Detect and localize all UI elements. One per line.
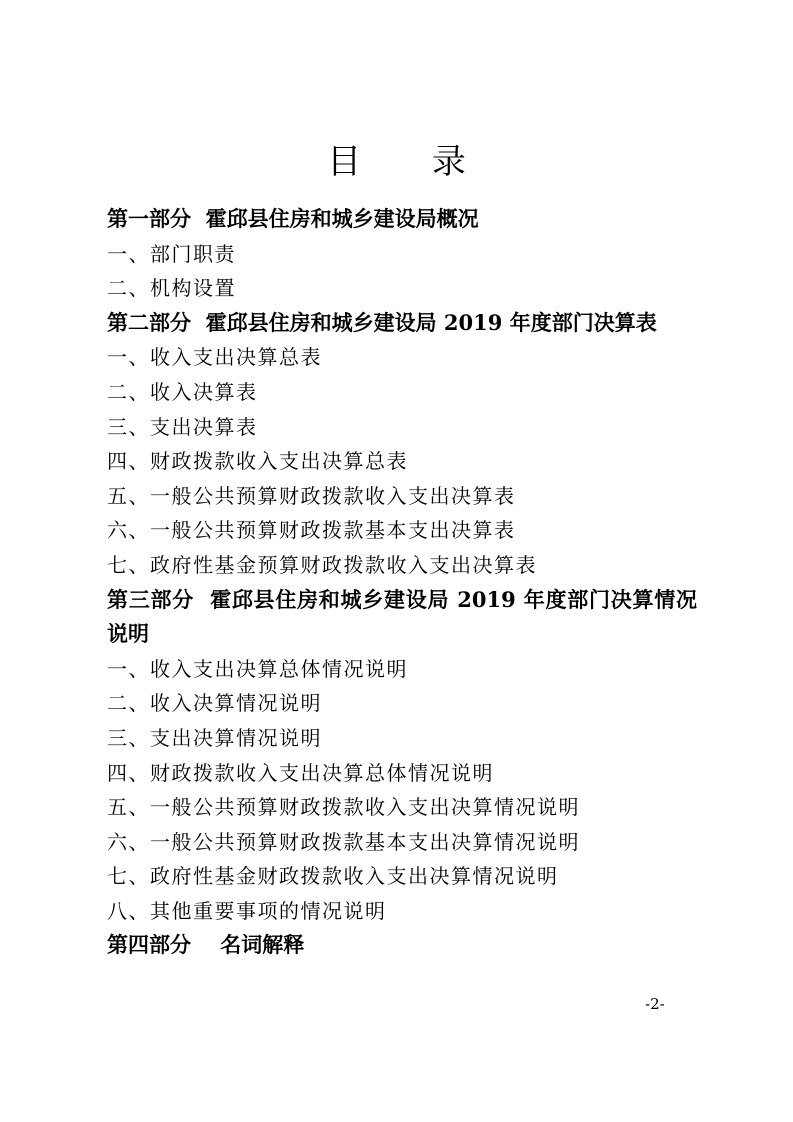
- toc-item[interactable]: 四、财政拨款收入支出决算总体情况说明: [107, 760, 494, 785]
- toc-item[interactable]: 七、政府性基金预算财政拨款收入支出决算表: [107, 552, 537, 577]
- toc-item[interactable]: 六、一般公共预算财政拨款基本支出决算情况说明: [107, 829, 580, 854]
- toc-item[interactable]: 一、部门职责: [107, 241, 236, 266]
- toc-item[interactable]: 五、一般公共预算财政拨款收入支出决算表: [107, 483, 516, 508]
- toc-section-3[interactable]: 第三部分 霍邱县住房和城乡建设局 2019 年度部门决算情况说明: [107, 586, 697, 647]
- page-number: -2-: [645, 995, 665, 1013]
- toc-section-4[interactable]: 第四部分 名词解释: [107, 932, 305, 958]
- toc-section-2[interactable]: 第二部分 霍邱县住房和城乡建设局 2019 年度部门决算表: [107, 309, 657, 335]
- toc-item[interactable]: 三、支出决算情况说明: [107, 725, 322, 750]
- toc-section-1[interactable]: 第一部分 霍邱县住房和城乡建设局概况: [107, 206, 479, 231]
- toc-item[interactable]: 八、其他重要事项的情况说明: [107, 898, 387, 923]
- toc-item[interactable]: 四、财政拨款收入支出决算总表: [107, 449, 408, 474]
- toc-item[interactable]: 六、一般公共预算财政拨款基本支出决算表: [107, 518, 516, 543]
- toc-item[interactable]: 一、收入支出决算总表: [107, 345, 322, 370]
- toc-item[interactable]: 一、收入支出决算总体情况说明: [107, 656, 408, 681]
- table-of-contents: [107, 202, 707, 963]
- toc-item[interactable]: 二、机构设置: [107, 276, 236, 301]
- toc-item[interactable]: 二、收入决算表: [107, 379, 258, 404]
- toc-item[interactable]: 七、政府性基金财政拨款收入支出决算情况说明: [107, 864, 559, 889]
- toc-item[interactable]: 三、支出决算表: [107, 414, 258, 439]
- toc-item[interactable]: 五、一般公共预算财政拨款收入支出决算情况说明: [107, 795, 580, 820]
- toc-item[interactable]: 二、收入决算情况说明: [107, 691, 322, 716]
- page-title: 目 录: [327, 142, 496, 182]
